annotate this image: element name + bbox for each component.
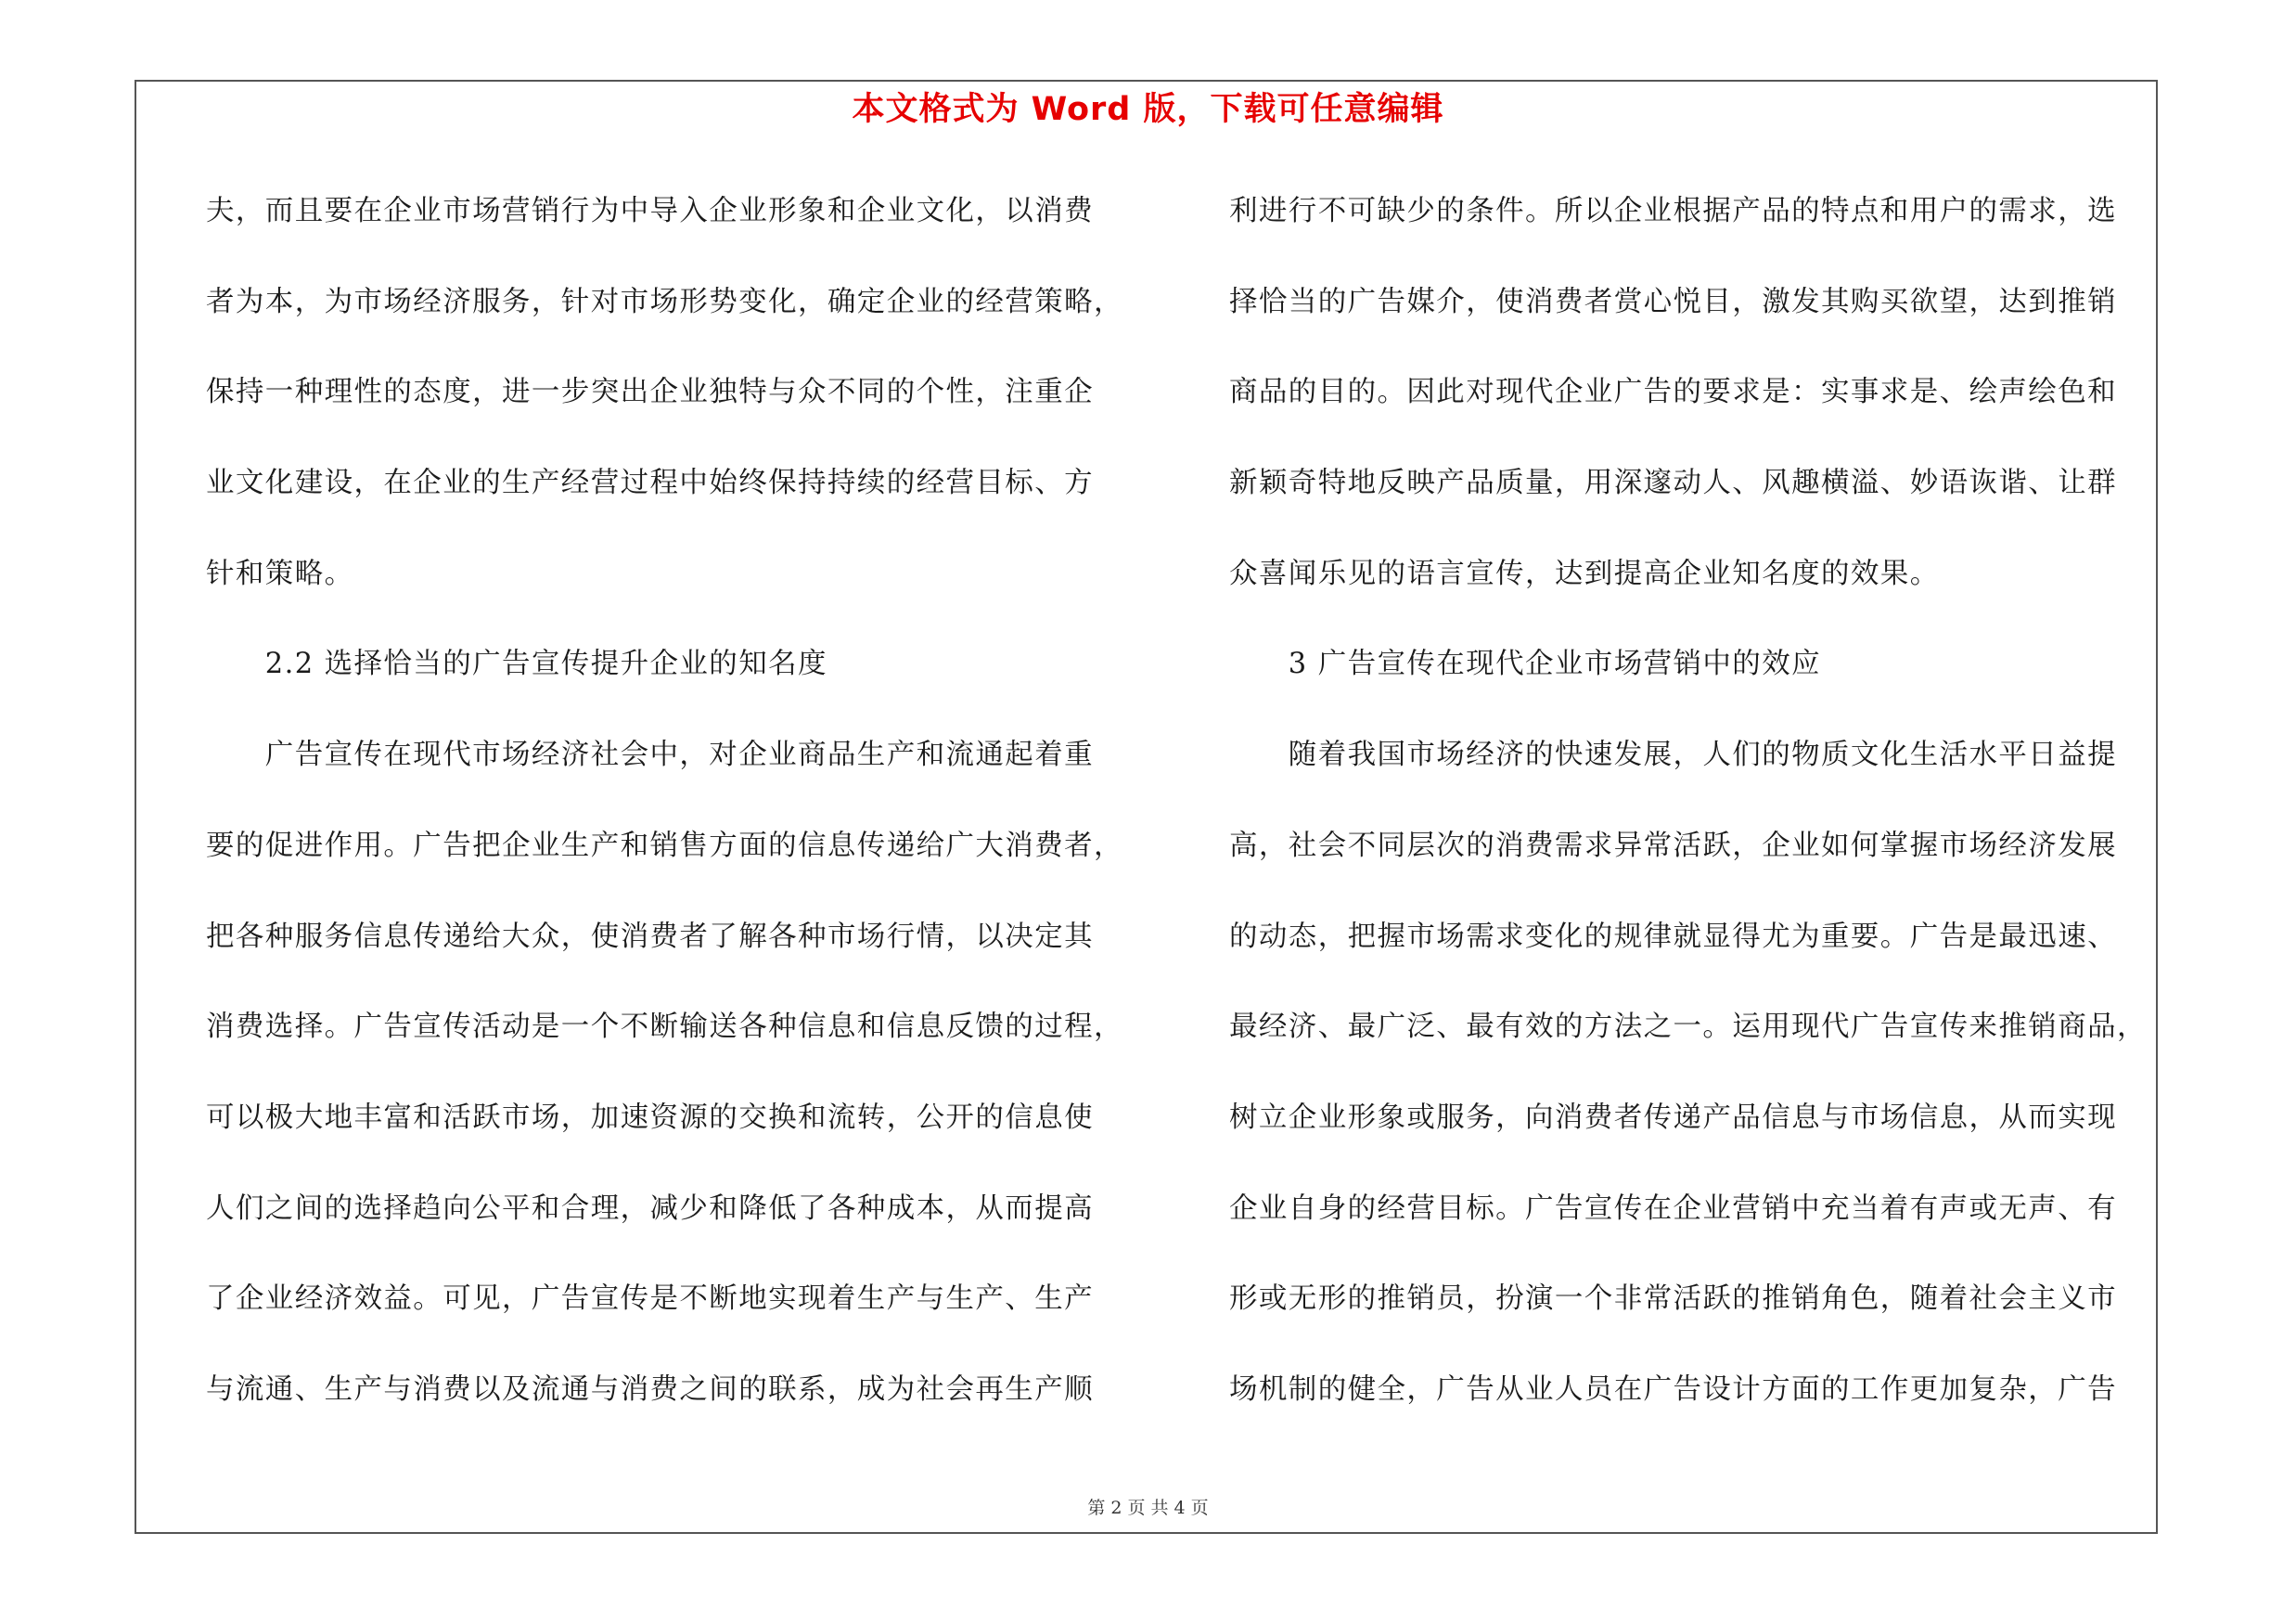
text-line: 消费选择。广告宣传活动是一个不断输送各种信息和信息反馈的过程， [206,1011,1123,1044]
text-line: 夫，而且要在企业市场营销行为中导入企业形象和企业文化，以消费 [206,195,1094,227]
right-text-column [1229,184,2155,1453]
text-line: 高，社会不同层次的消费需求异常活跃，企业如何掌握市场经济发展 [1229,829,2117,862]
text-line: 形或无形的推销员，扮演一个非常活跃的推销角色，随着社会主义市 [1229,1282,2117,1316]
total-pages-number: 4 [1174,1498,1186,1518]
text-line: 与流通、生产与消费以及流通与消费之间的联系，成为社会再生产顺 [206,1372,1094,1406]
page-footer [0,1494,2296,1519]
text-line: 树立企业形象或服务，向消费者传递产品信息与市场信息，从而实现 [1229,1101,2117,1134]
footer-mid: 页 共 [1127,1498,1169,1518]
text-line: 广告宣传在现代市场经济社会中，对企业商品生产和流通起着重 [206,739,1094,772]
section-heading: 3 广告宣传在现代企业市场营销中的效应 [1229,648,1821,681]
format-banner: 本文格式为 Word 版，下载可任意编辑 [852,91,1444,128]
text-line: 利进行不可缺少的条件。所以企业根据产品的特点和用户的需求，选 [1229,195,2117,227]
text-line: 最经济、最广泛、最有效的方法之一。运用现代广告宣传来推销商品， [1229,1011,2147,1044]
section-heading: 2.2 选择恰当的广告宣传提升企业的知名度 [206,648,827,681]
text-line: 把各种服务信息传递给大众，使消费者了解各种市场行情，以决定其 [206,920,1094,953]
text-line: 新颖奇特地反映产品质量，用深邃动人、风趣横溢、妙语诙谐、让群 [1229,467,2117,500]
footer-prefix: 第 [1087,1498,1106,1518]
text-line: 企业自身的经营目标。广告宣传在企业营销中充当着有声或无声、有 [1229,1191,2117,1225]
text-line: 众喜闻乐见的语言宣传，达到提高企业知名度的效果。 [1229,557,1940,590]
text-line: 要的促进作用。广告把企业生产和销售方面的信息传递给广大消费者， [206,829,1123,862]
footer-suffix: 页 [1190,1498,1209,1518]
text-line: 人们之间的选择趋向公平和合理，减少和降低了各种成本，从而提高 [206,1191,1094,1225]
text-line: 可以极大地丰富和活跃市场，加速资源的交换和流转，公开的信息使 [206,1101,1094,1134]
text-line: 商品的目的。因此对现代企业广告的要求是：实事求是、绘声绘色和 [1229,376,2117,409]
current-page-number: 2 [1110,1498,1122,1518]
text-line: 者为本，为市场经济服务，针对市场形势变化，确定企业的经营策略， [206,285,1123,318]
text-line: 随着我国市场经济的快速发展，人们的物质文化生活水平日益提 [1229,739,2117,772]
text-line: 保持一种理性的态度，进一步突出企业独特与众不同的个性，注重企 [206,376,1094,409]
text-line: 针和策略。 [206,557,354,590]
text-line: 业文化建设，在企业的生产经营过程中始终保持持续的经营目标、方 [206,467,1094,500]
left-text-column [206,184,1132,1453]
text-line: 的动态，把握市场需求变化的规律就显得尤为重要。广告是最迅速、 [1229,920,2117,953]
text-line: 择恰当的广告媒介，使消费者赏心悦目，激发其购买欲望，达到推销 [1229,285,2117,318]
text-line: 了企业经济效益。可见，广告宣传是不断地实现着生产与生产、生产 [206,1282,1094,1316]
text-line: 场机制的健全，广告从业人员在广告设计方面的工作更加复杂，广告 [1229,1372,2117,1406]
